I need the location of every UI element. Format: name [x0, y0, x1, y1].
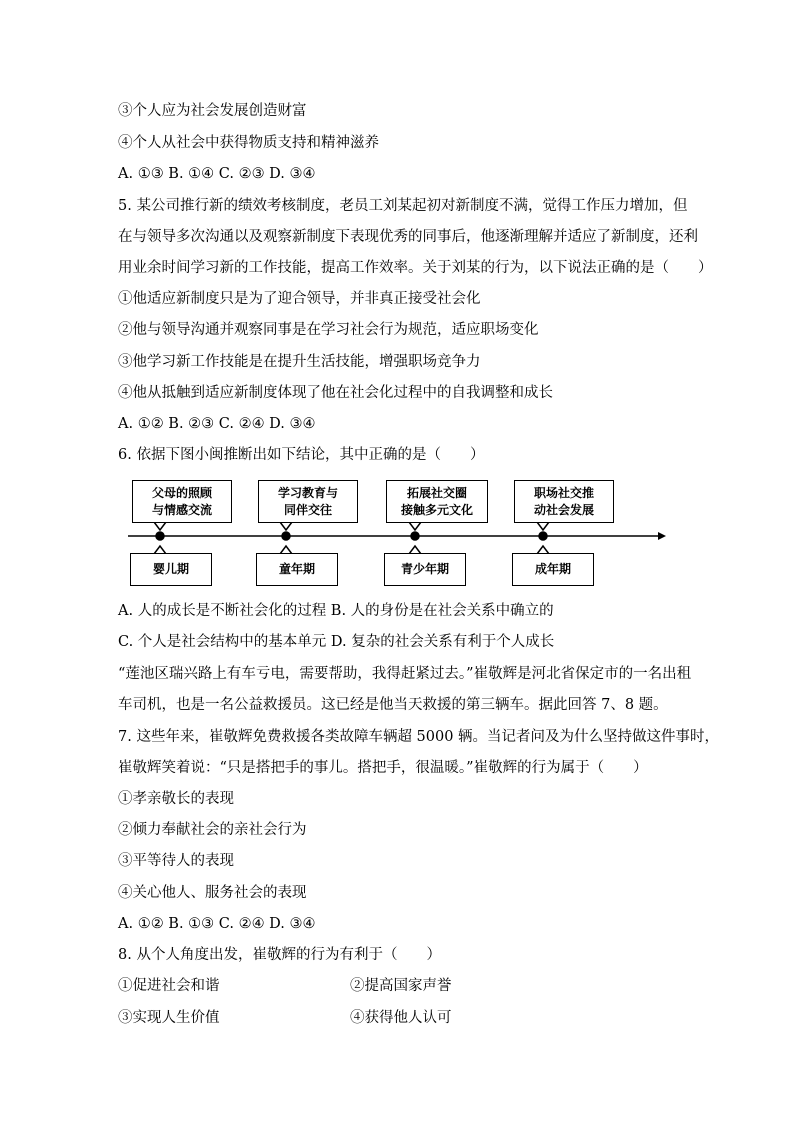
question-5-line-1: 5. 某公司推行新的绩效考核制度，老员工刘某起初对新制度不满，觉得工作压力增加，但 [118, 198, 688, 214]
stage-adolescence: 青少年期 [384, 553, 466, 586]
question-7-line-1: 7. 这些年来，崔敬辉免费救援各类故障车辆超 5000 辆。当记者问及为什么坚持做这件事时， [118, 729, 720, 745]
answer-choices-q5: A. ①② B. ②③ C. ②④ D. ③④ [118, 416, 316, 432]
q5-option-1: ①他适应新制度只是为了迎合领导，并非真正接受社会化 [118, 291, 481, 307]
q8-option-4: ④获得他人认可 [350, 1010, 452, 1026]
stage-activity-childhood: 学习教育与 同伴交往 [258, 480, 358, 523]
material-line-1: “莲池区瑞兴路上有车亏电，需要帮助，我得赶紧过去。”崔敬辉是河北省保定市的一名出租 [118, 666, 692, 682]
q8-option-1: ①促进社会和谐 [118, 978, 220, 994]
stage-activity-adolescence: 拓展社交圈 接触多元文化 [386, 480, 488, 523]
stage-infant: 婴儿期 [130, 553, 212, 586]
material-line-2: 车司机，也是一名公益救援员。这已经是他当天救援的第三辆车。据此回答 7、8 题。 [118, 697, 668, 713]
timeline-diagram [118, 474, 678, 590]
q8-option-2: ②提高国家声誉 [350, 978, 452, 994]
q5-option-4: ④他从抵触到适应新制度体现了他在社会化过程中的自我调整和成长 [118, 385, 553, 401]
answer-choices-q7: A. ①② B. ①③ C. ②④ D. ③④ [118, 916, 316, 932]
q8-option-3: ③实现人生价值 [118, 1010, 220, 1026]
q7-option-4: ④关心他人、服务社会的表现 [118, 885, 307, 901]
option-3: ③个人应为社会发展创造财富 [118, 103, 307, 119]
question-7-line-2: 崔敬辉笑着说：“只是搭把手的事儿。搭把手，很温暖。”崔敬辉的行为属于（ ） [118, 760, 648, 776]
q6-options-cd: C. 个人是社会结构中的基本单元 D. 复杂的社会关系有利于个人成长 [118, 634, 555, 650]
q7-option-1: ①孝亲敬长的表现 [118, 791, 234, 807]
q5-option-3: ③他学习新工作技能是在提升生活技能，增强职场竞争力 [118, 354, 481, 370]
question-5-line-3: 用业余时间学习新的工作技能，提高工作效率。关于刘某的行为，以下说法正确的是（ ） [118, 260, 713, 276]
answer-choices-q4: A. ①③ B. ①④ C. ②③ D. ③④ [118, 166, 316, 182]
stage-adult: 成年期 [512, 553, 594, 586]
stage-activity-infant: 父母的照顾 与情感交流 [132, 480, 232, 523]
stage-activity-adult: 职场社交推 动社会发展 [514, 480, 614, 523]
q7-option-3: ③平等待人的表现 [118, 853, 234, 869]
q5-option-2: ②他与领导沟通并观察同事是在学习社会行为规范，适应职场变化 [118, 322, 539, 338]
stage-childhood: 童年期 [256, 553, 338, 586]
q6-options-ab: A. 人的成长是不断社会化的过程 B. 人的身份是在社会关系中确立的 [118, 603, 554, 619]
question-5-line-2: 在与领导多次沟通以及观察新制度下表现优秀的同事后，他逐渐理解并适应了新制度，还利 [118, 229, 698, 245]
option-4: ④个人从社会中获得物质支持和精神滋养 [118, 135, 379, 151]
q7-option-2: ②倾力奉献社会的亲社会行为 [118, 822, 307, 838]
question-8: 8. 从个人角度出发，崔敬辉的行为有利于（ ） [118, 947, 441, 963]
question-6: 6. 依据下图小闽推断出如下结论，其中正确的是（ ） [118, 447, 485, 463]
